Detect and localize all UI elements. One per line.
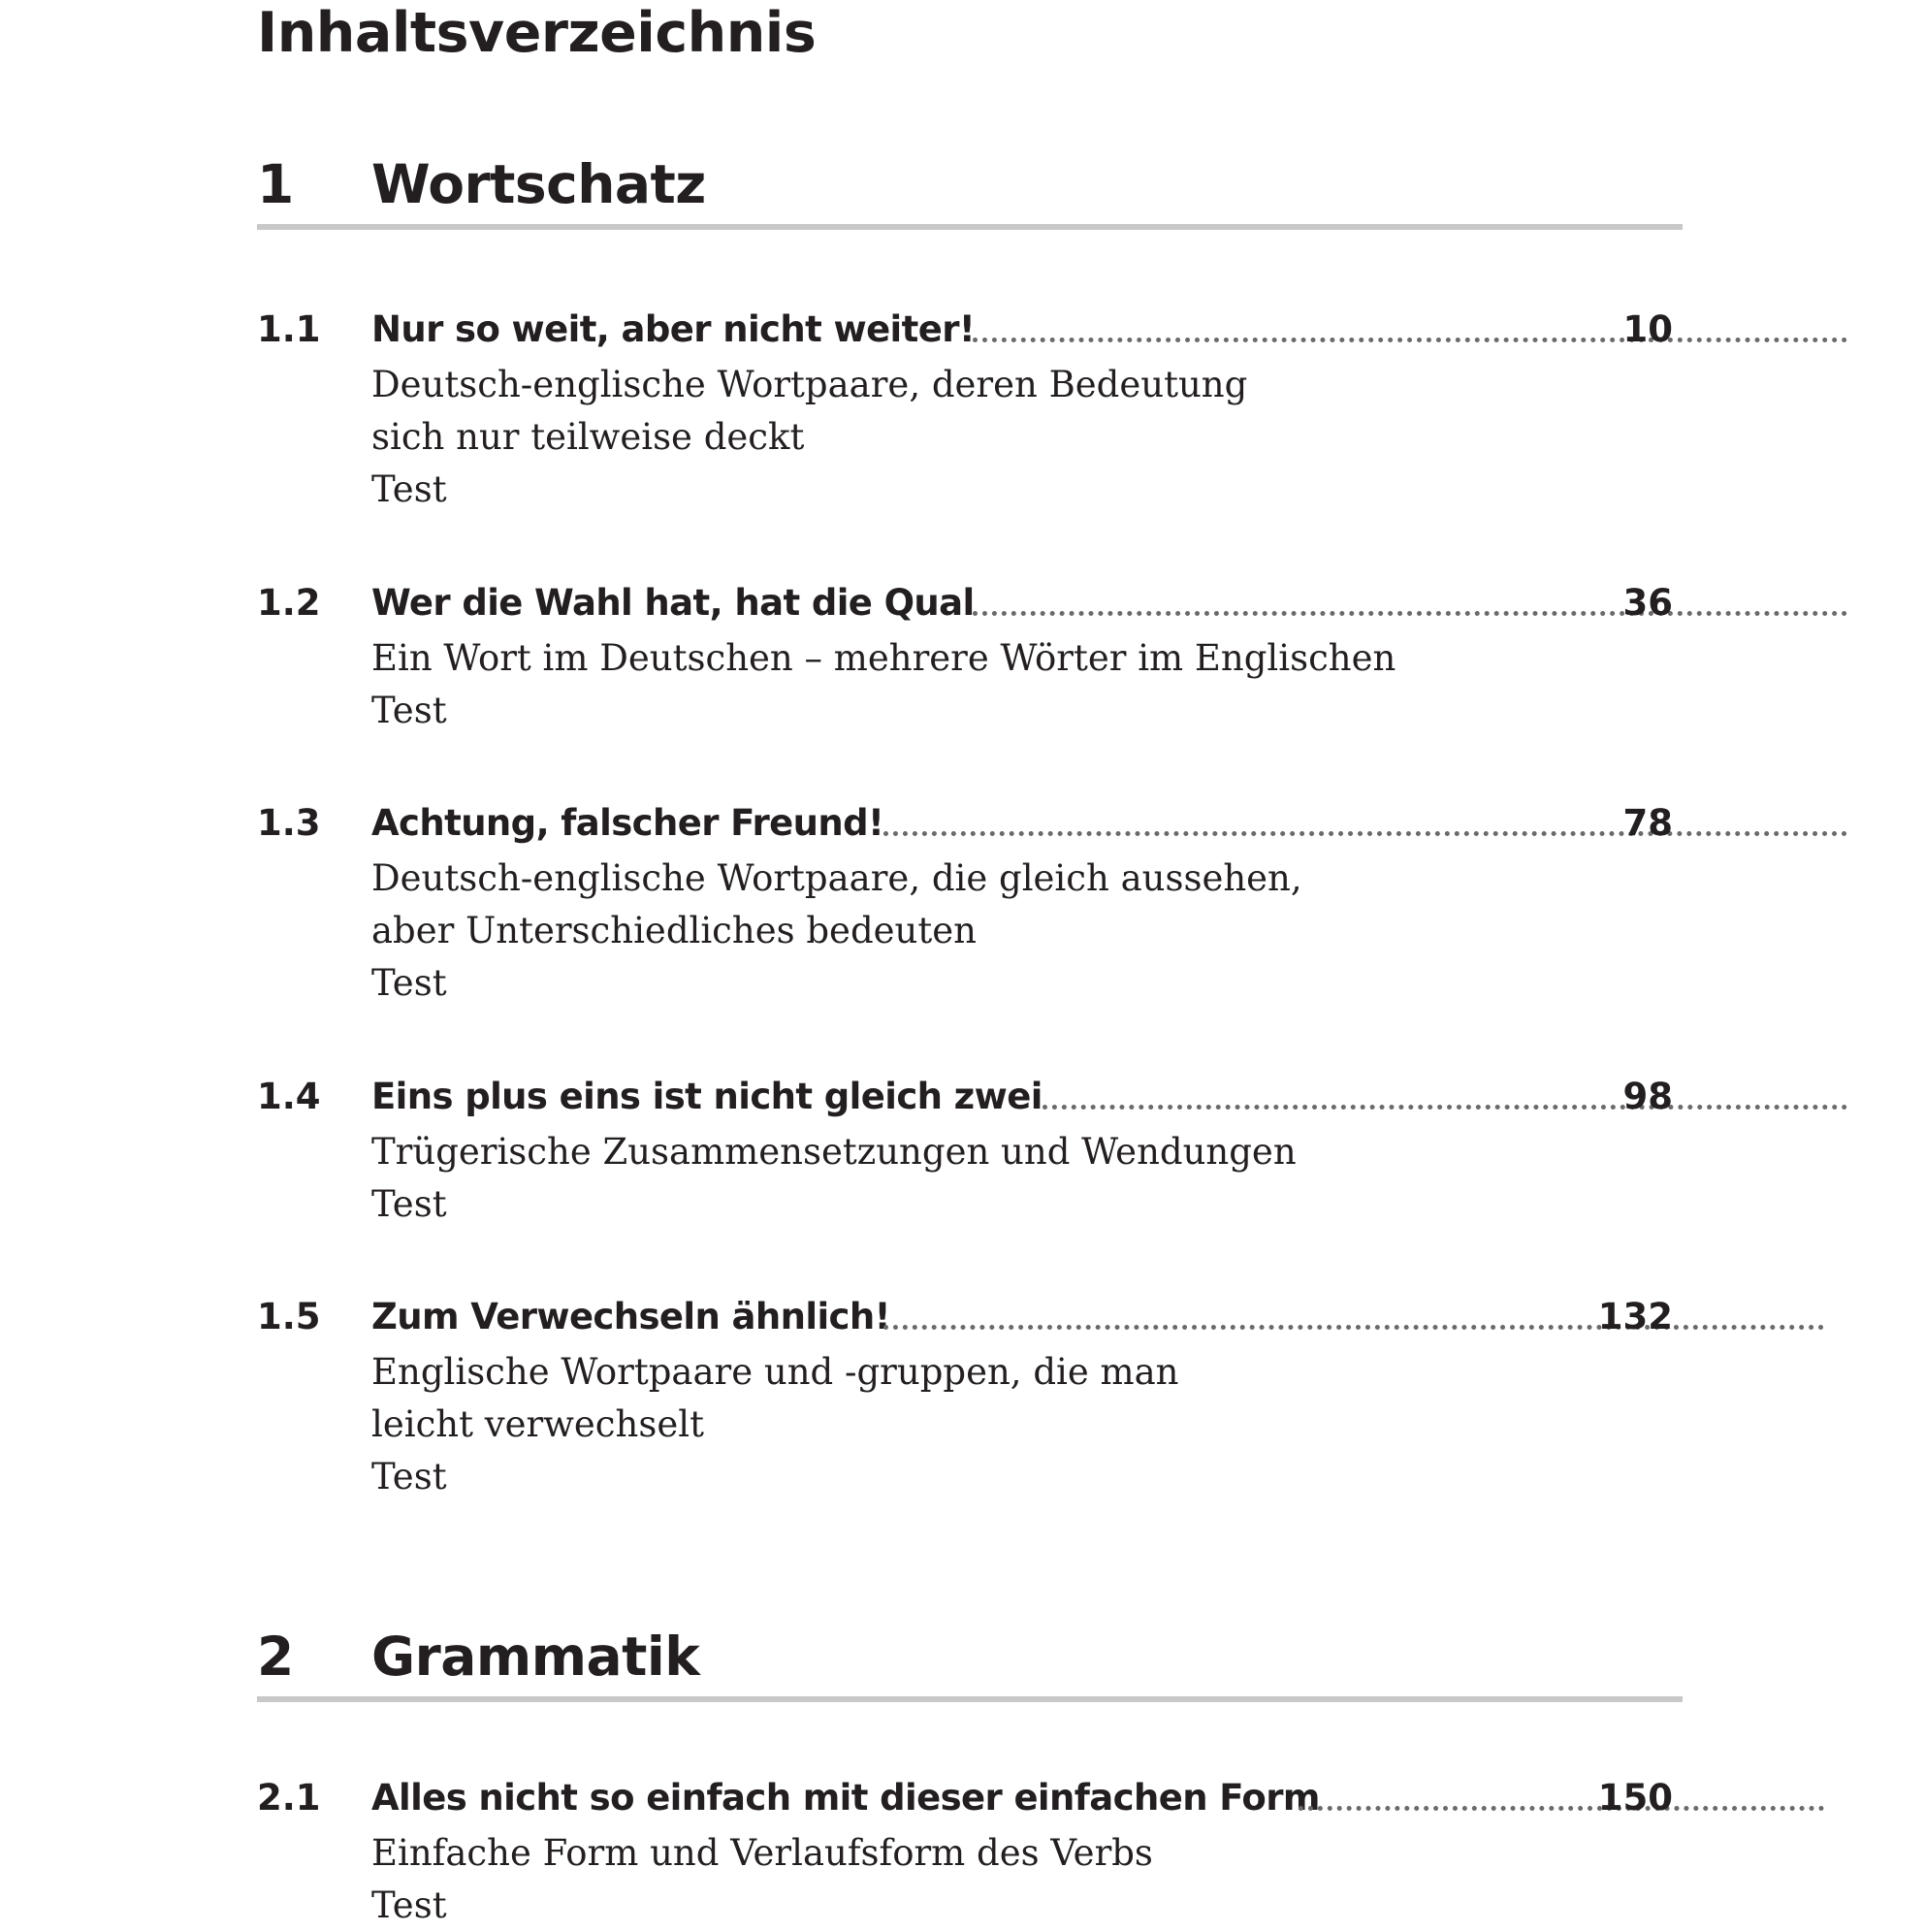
toc-entry-heading xyxy=(257,582,1683,625)
toc-entry-description xyxy=(371,632,1574,737)
dot-leader xyxy=(973,338,1847,342)
chapter-number: 1 xyxy=(257,153,295,215)
test-label: Test xyxy=(371,1456,447,1497)
description-line: Trügerische Zusammensetzungen und Wendungen xyxy=(371,1131,1297,1173)
toc-entry-title: Zum Verwechseln ähnlich! xyxy=(371,1296,890,1337)
toc-entry-title: Nur so weit, aber nicht weiter! xyxy=(371,308,976,350)
chapter-divider xyxy=(257,224,1683,230)
dot-leader xyxy=(973,611,1847,616)
toc-entry-heading xyxy=(257,802,1683,845)
toc-entry[interactable] xyxy=(257,308,1683,516)
chapter-number: 2 xyxy=(257,1626,295,1688)
toc-entry[interactable] xyxy=(257,1777,1683,1932)
description-line: Ein Wort im Deutschen – mehrere Wörter im Englischen xyxy=(371,637,1396,679)
toc-entry-title: Achtung, falscher Freund! xyxy=(371,802,884,844)
test-label: Test xyxy=(371,1884,447,1926)
chapter-title: Grammatik xyxy=(371,1626,700,1688)
description-line: Englische Wortpaare und -gruppen, die man xyxy=(371,1351,1179,1393)
toc-entry-description xyxy=(371,1827,1574,1932)
description-line: Einfache Form und Verlaufsform des Verbs xyxy=(371,1832,1153,1874)
toc-entry-heading xyxy=(257,308,1683,351)
toc-entry-description xyxy=(371,1346,1574,1503)
toc-entry-page-number: 150 xyxy=(1597,1777,1673,1819)
description-line: aber Unterschiedliches bedeuten xyxy=(371,910,977,951)
toc-entry-number: 1.2 xyxy=(257,582,321,624)
toc-entry-description xyxy=(371,1126,1574,1231)
toc-entry-page-number: 10 xyxy=(1622,308,1673,350)
description-line: leicht verwechselt xyxy=(371,1403,704,1445)
toc-entry-number: 2.1 xyxy=(257,1777,321,1819)
test-label: Test xyxy=(371,690,447,731)
toc-entry[interactable] xyxy=(257,802,1683,1010)
toc-entry-title: Alles nicht so einfach mit dieser einfachen Form xyxy=(371,1777,1320,1819)
page-title: Inhaltsverzeichnis xyxy=(257,1,817,65)
toc-entry-number: 1.1 xyxy=(257,308,321,350)
toc-entry-page-number: 78 xyxy=(1622,802,1673,844)
test-label: Test xyxy=(371,962,447,1004)
dot-leader xyxy=(883,1325,1824,1330)
chapter-title: Wortschatz xyxy=(371,153,706,215)
dot-leader xyxy=(1043,1105,1847,1110)
description-line: Deutsch-englische Wortpaare, die gleich aussehen, xyxy=(371,857,1302,899)
description-line: sich nur teilweise deckt xyxy=(371,416,805,458)
toc-entry-heading xyxy=(257,1777,1683,1819)
description-line: Deutsch-englische Wortpaare, deren Bedeutung xyxy=(371,364,1248,405)
toc-entry-page-number: 132 xyxy=(1597,1296,1673,1337)
toc-entry-description xyxy=(371,359,1574,516)
chapter-heading xyxy=(257,1626,1683,1709)
toc-entry-heading xyxy=(257,1076,1683,1118)
chapter-heading xyxy=(257,153,1683,237)
toc-entry[interactable] xyxy=(257,1296,1683,1503)
toc-entry-description xyxy=(371,853,1574,1010)
toc-entry-heading xyxy=(257,1296,1683,1338)
toc-entry-page-number: 98 xyxy=(1622,1076,1673,1117)
chapter-divider xyxy=(257,1696,1683,1702)
toc-entry[interactable] xyxy=(257,582,1683,737)
test-label: Test xyxy=(371,468,447,510)
toc-entry-number: 1.3 xyxy=(257,802,321,844)
toc-entry-number: 1.4 xyxy=(257,1076,321,1117)
toc-entry-number: 1.5 xyxy=(257,1296,321,1337)
dot-leader xyxy=(1299,1806,1824,1811)
toc-entry-title: Eins plus eins ist nicht gleich zwei xyxy=(371,1076,1043,1117)
test-label: Test xyxy=(371,1183,447,1225)
toc-entry[interactable] xyxy=(257,1076,1683,1231)
toc-entry-page-number: 36 xyxy=(1622,582,1673,624)
toc-entry-title: Wer die Wahl hat, hat die Qual xyxy=(371,582,975,624)
dot-leader xyxy=(883,831,1847,836)
